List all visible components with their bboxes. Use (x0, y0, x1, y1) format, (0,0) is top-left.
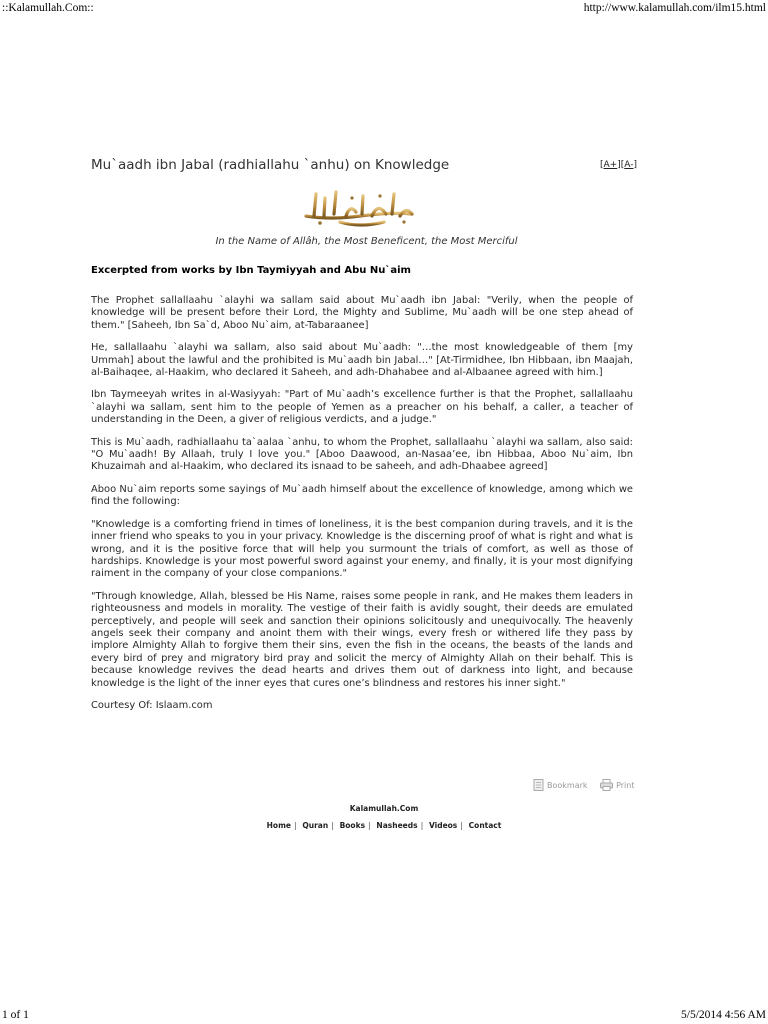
font-size-controls: [A+][A-] (600, 160, 637, 170)
article-quote-paragraph: "Through knowledge, Allah, blessed be His Name, raises some people in rank, and He makes them leaders in righteousness and models in morality. The vestige of their faith is avidly sought, their deeds are emulated perceptively, and people will seek and sanction their opinions solicitously and unequivocally. The heavenly angels seek their company and anoint them with their wings, every fresh or withered life they pass by implore Almighty Allah to forgive them their sins, even the fish in the oceans, the beasts of the lands and every bird of prey and migratory bird pray and solicit the mercy of Almighty Allah on their behalf. This is because knowledge revives the dead hearts and drives them out of darkness into light, and because knowledge is the light of the inner eyes that cures one’s blindness and restores his inner sight." (91, 590, 633, 689)
article-paragraph: The Prophet sallallaahu `alayhi wa sallam said about Mu`aadh ibn Jabal: "Verily, when the people of knowledge will be present before their Lord, the Mighty and Sublime, Mu`aadh will be one step ahead of them." [Saheeh, Ibn Sa`d, Aboo Nu`aim, at-Tabaraanee] (91, 295, 633, 331)
print-page-title: ::Kalamullah.Com:: (2, 2, 94, 14)
basmalah-translation: In the Name of Allâh, the Most Beneficent, the Most Merciful (215, 236, 518, 247)
bookmark-icon (533, 779, 544, 791)
article-paragraph: He, sallallaahu `alayhi wa sallam, also said about Mu`aadh: "…the most knowledgeable of them [my Ummah] about the lawful and the prohibited is Mu`aadh bin Jabal…" [At-Tirmidhee, Ibn Hibbaan, ibn Maajah, al-Baihaqee, al-Haakim, who declared it Saheeh, and adh-Dhahabee and al-Albaanee agreed with him.] (91, 342, 633, 379)
article-subheading: Excerpted from works by Ibn Taymiyyah and Abu Nu`aim (91, 265, 411, 276)
nav-link-videos[interactable]: Videos (428, 821, 458, 830)
font-increase-link[interactable]: A+ (603, 160, 618, 170)
nav-link-home[interactable]: Home (266, 821, 291, 830)
nav-link-books[interactable]: Books (339, 821, 366, 830)
print-page-url: http://www.kalamullah.com/ilm15.html (583, 2, 766, 14)
courtesy-line: Courtesy Of: Islaam.com (91, 699, 213, 711)
print-page-count: 1 of 1 (2, 1009, 29, 1021)
nav-separator: | (368, 821, 371, 830)
page-tools (533, 779, 644, 793)
article-body (91, 295, 633, 722)
bookmark-label: Bookmark (547, 780, 588, 790)
site-name: Kalamullah.Com (349, 804, 419, 813)
bookmark-button[interactable] (533, 779, 588, 791)
nav-link-contact[interactable]: Contact (468, 821, 502, 830)
nav-separator: | (420, 821, 424, 830)
basmalah-calligraphy-image (300, 186, 420, 228)
nav-separator: | (460, 821, 464, 830)
article-title: Mu`aadh ibn Jabal (radhiallahu `anhu) on Knowledge (91, 157, 450, 173)
article-paragraph: This is Mu`aadh, radhiallaahu ta`aalaa `anhu, to whom the Prophet, sallallaahu `alayhi wa sallam, also said: "O Mu`aadh! By Allaah, truly I love you." [Aboo Daawood, an-Nasaa’ee, ibn Hibbaa, Aboo Nu`aim, Ibn Khuzaimah and al-Haakim, who declared its isnaad to be saheeh, and adh-Dhaabee agreed] (91, 436, 633, 473)
printer-icon (600, 779, 613, 791)
nav-separator: | (331, 821, 334, 830)
article-paragraph: Aboo Nu`aim reports some sayings of Mu`aadh himself about the excellence of knowledge, among which we find the following: (91, 483, 633, 508)
article-paragraph: Ibn Taymeeyah writes in al-Wasiyyah: "Part of Mu`aadh’s excellence further is that the Prophet, sallallaahu `alayhi wa sallam, sent him to the people of Yemen as a preacher on his behalf, a caller, a teacher of understanding in the Deen, a giver of religious verdicts, and a judge." (91, 389, 633, 426)
article-quote-paragraph: "Knowledge is a comforting friend in times of loneliness, it is the best companion during travels, and it is the inner friend who speaks to you in your privacy. Knowledge is the discerning proof of what is right and what is wrong, and it is the positive force that will help you surmount the trials of comfort, as well as those of hardships. Knowledge is your most powerful sword against your enemy, and finally, it is your most dignifying raiment in the company of your close companions." (91, 518, 633, 580)
font-decrease-link[interactable]: A- (624, 160, 634, 170)
print-button[interactable] (600, 779, 634, 791)
nav-separator: | (293, 821, 297, 830)
nav-link-nasheeds[interactable]: Nasheeds (376, 821, 418, 830)
nav-link-quran[interactable]: Quran (302, 821, 329, 830)
site-navigation (0, 821, 768, 830)
print-label: Print (616, 780, 635, 790)
print-datetime: 5/5/2014 4:56 AM (681, 1009, 766, 1021)
